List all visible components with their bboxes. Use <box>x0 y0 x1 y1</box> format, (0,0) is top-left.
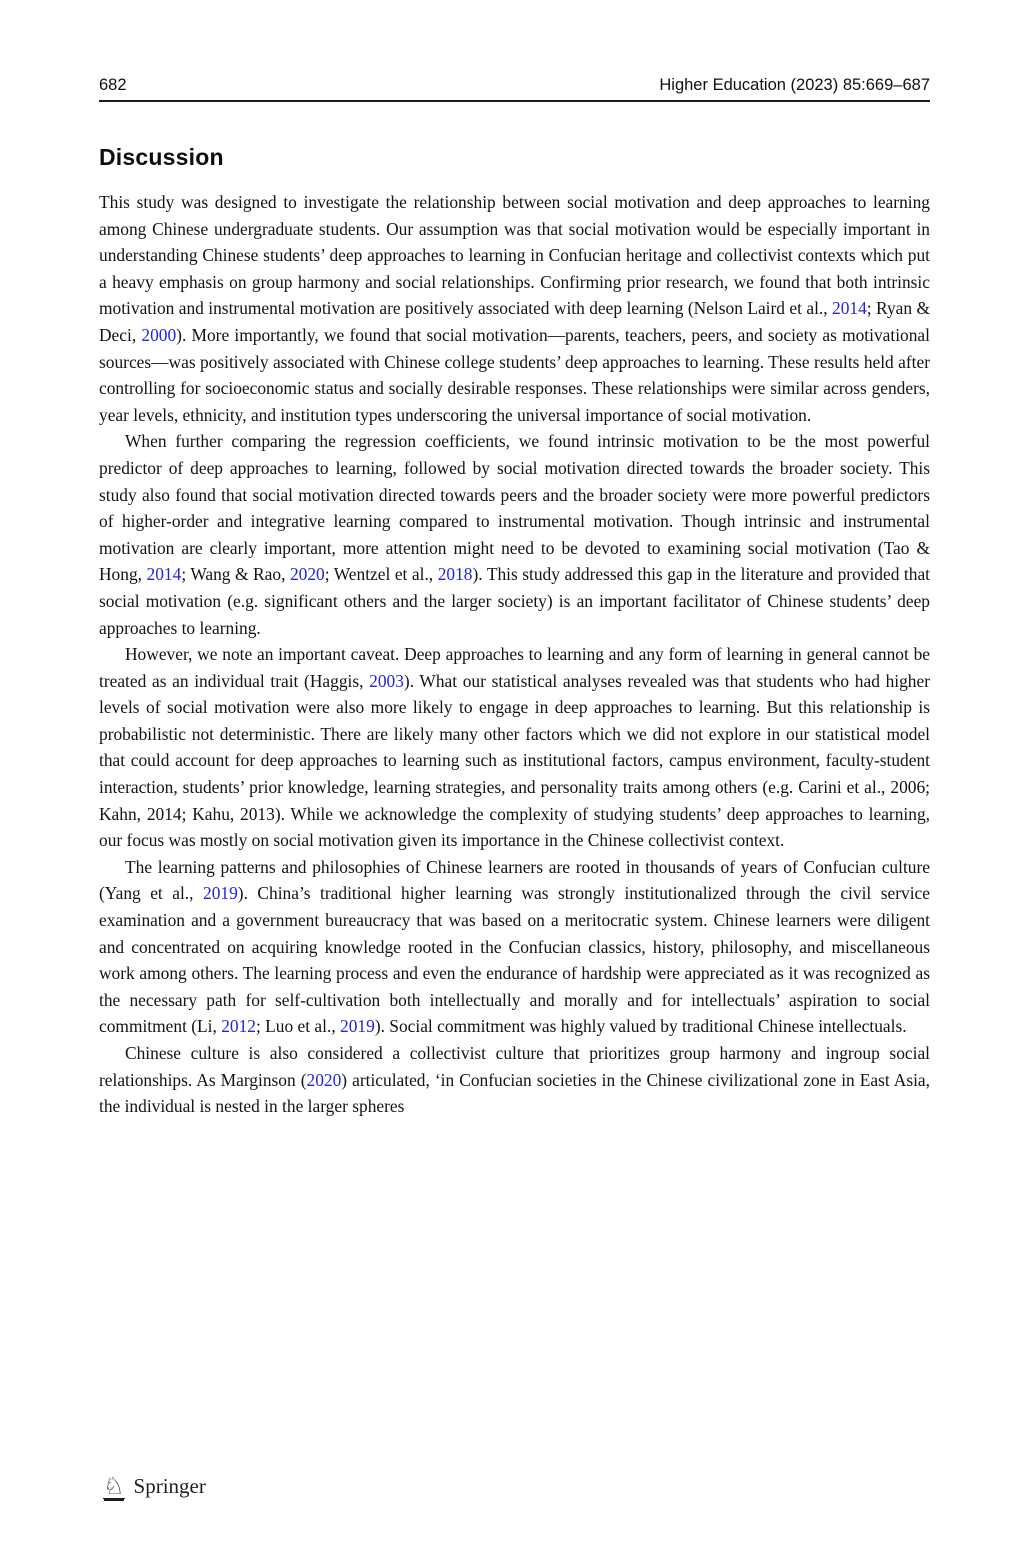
springer-knight-icon: ♘ <box>103 1471 125 1500</box>
body-text: ). Social commitment was highly valued by traditional Chinese intellectuals. <box>374 1016 907 1037</box>
body-text: ). What our statistical analyses revealed was that students who had higher levels of social motivation were also more likely to engage in deep approaches to learning. But this relationship is probabilistic not deterministic. There are likely many other factors which we did not explore in our statistical model that could account for deep approaches to learning such as institutional factors, campus environment, faculty-student interaction, students’ prior knowledge, learning strategies, and personality traits among others (e.g. Carini et al., 2006; Kahn, 2014; Kahu, 2013). While we acknowledge the complexity of studying students’ deep approaches to learning, our focus was mostly on social motivation given its importance in the Chinese collectivist context. <box>99 670 930 851</box>
paragraph <box>99 641 930 854</box>
body-text: ). This study addressed this gap in the literature and provided that social motivation (e.g. significant others and the larger society) is an important facilitator of Chinese students’ deep approaches to learning. <box>99 564 930 638</box>
body-text: However, we note an important caveat. Deep approaches to learning and any form of learning in general cannot be treated as an individual trait (Haggis, <box>99 644 930 691</box>
article-body <box>99 189 930 1120</box>
citation-link[interactable]: 2019 <box>203 883 238 904</box>
publisher-footer <box>103 1471 206 1500</box>
body-text: ; Ryan & Deci, <box>99 298 930 345</box>
citation-link[interactable]: 2019 <box>340 1016 375 1037</box>
body-text: This study was designed to investigate the relationship between social motivation and deep approaches to learning among Chinese undergraduate students. Our assumption was that social motivation would be especially important in understanding Chinese students’ deep approaches to learning in Confucian heritage and collectivist contexts which put a heavy emphasis on group harmony and social relationships. Confirming prior research, we found that both intrinsic motivation and instrumental motivation are positively associated with deep learning (Nelson Laird et al., <box>99 192 930 319</box>
publisher-name: Springer <box>133 1474 206 1498</box>
citation-link[interactable]: 2014 <box>146 564 182 585</box>
paragraph <box>99 854 930 1040</box>
body-text: ; Luo et al., <box>255 1016 341 1037</box>
journal-reference: Higher Education (2023) 85:669–687 <box>659 76 930 94</box>
citation-link[interactable]: 2020 <box>289 564 325 585</box>
citation-link[interactable]: 2003 <box>369 670 404 691</box>
paragraph <box>99 189 930 428</box>
body-text: ; Wentzel et al., <box>324 564 438 585</box>
section-title: Discussion <box>99 144 224 171</box>
body-text: ; Wang & Rao, <box>181 564 290 585</box>
citation-link[interactable]: 2018 <box>437 564 473 585</box>
citation-link[interactable]: 2014 <box>832 298 867 319</box>
body-text: The learning patterns and philosophies of Chinese learners are rooted in thousands of years of Confucian culture (Yang et al., <box>99 856 930 904</box>
header-rule <box>99 100 930 102</box>
body-text: ) articulated, ‘in Confucian societies in the Chinese civilizational zone in East Asia, the individual is nested in the larger spheres <box>99 1069 930 1117</box>
body-text: ). China’s traditional higher learning was strongly institutionalized through the civil service examination and a government bureaucracy that was based on a meritocratic system. Chinese learners were diligent and concentrated on acquiring knowledge rooted in the Confucian classics, history, philosophy, and miscellaneous work among others. The learning process and even the endurance of hardship were appreciated as it was recognized as the necessary path for self-cultivation both intellectually and morally and for intellectuals’ aspiration to social commitment (Li, <box>99 883 930 1037</box>
body-text: ). More importantly, we found that social motivation—parents, teachers, peers, and society as motivational sources—was positively associated with Chinese college students’ deep approaches to learning. These results held after controlling for socioeconomic status and socially desirable responses. These relationships were similar across genders, year levels, ethnicity, and institution types underscoring the universal importance of social motivation. <box>99 324 930 425</box>
citation-link[interactable]: 2020 <box>306 1069 342 1090</box>
page-number: 682 <box>99 76 127 94</box>
paragraph <box>99 1040 930 1120</box>
body-text: When further comparing the regression coefficients, we found intrinsic motivation to be the most powerful predictor of deep approaches to learning, followed by social motivation directed towards the broader society. This study also found that social motivation directed towards peers and the broader society were more powerful predictors of higher-order and integrative learning compared to instrumental motivation. Though intrinsic and instrumental motivation are clearly important, more attention might need to be devoted to examining social motivation (Tao & Hong, <box>99 431 930 585</box>
paragraph <box>99 428 930 641</box>
citation-link[interactable]: 2000 <box>141 324 177 345</box>
running-header <box>99 76 930 95</box>
citation-link[interactable]: 2012 <box>221 1016 256 1037</box>
body-text: Chinese culture is also considered a collectivist culture that prioritizes group harmony and ingroup social relationships. As Marginson ( <box>99 1043 930 1090</box>
